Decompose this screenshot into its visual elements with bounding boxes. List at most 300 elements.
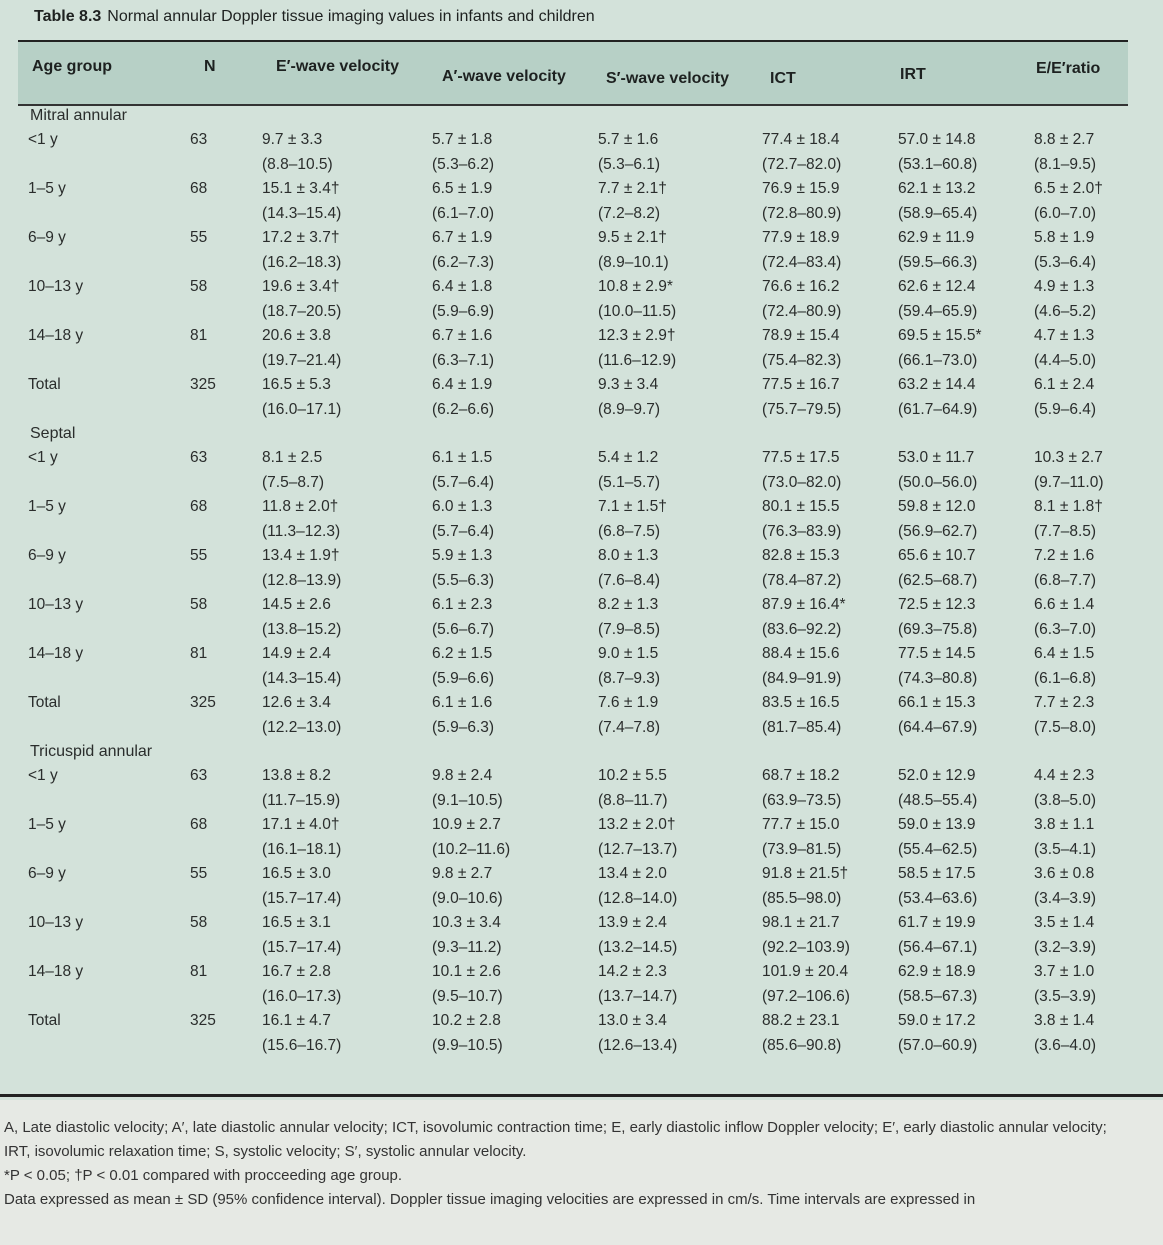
value-cell (1034, 960, 1138, 1009)
value-cell (762, 764, 898, 813)
mean-sd: 5.7 ± 1.8 (432, 131, 493, 148)
value-cell (1034, 862, 1138, 911)
value-cell (432, 593, 598, 642)
confidence-interval: (3.4–3.9) (1034, 889, 1097, 907)
mean-sd: 16.7 ± 2.8 (262, 963, 331, 980)
value-cell (762, 911, 898, 960)
value-cell (432, 813, 598, 862)
value-cell (898, 275, 1034, 324)
value-cell (262, 128, 432, 177)
value-cell (262, 911, 432, 960)
value-cell (432, 1009, 598, 1058)
table-row (18, 813, 1138, 862)
mean-sd: 12.6 ± 3.4 (262, 694, 331, 711)
column-header-e-e-prime-ratio: E/E′ratio (1036, 60, 1101, 77)
mean-sd: 83.5 ± 16.5 (762, 694, 840, 711)
mean-sd: 6.4 ± 1.9 (432, 376, 493, 393)
value-cell (898, 544, 1034, 593)
confidence-interval: (8.7–9.3) (598, 669, 661, 687)
confidence-interval: (7.5–8.7) (262, 473, 325, 491)
confidence-interval: (9.5–10.7) (432, 987, 503, 1005)
table-row (18, 495, 1138, 544)
value-cell (898, 128, 1034, 177)
mean-sd: 10.2 ± 2.8 (432, 1012, 501, 1029)
n-cell: 325 (190, 694, 216, 711)
confidence-interval: (53.4–63.6) (898, 889, 978, 907)
mean-sd: 8.8 ± 2.7 (1034, 131, 1095, 148)
mean-sd: 6.4 ± 1.8 (432, 278, 493, 295)
value-cell (762, 862, 898, 911)
value-cell (898, 177, 1034, 226)
confidence-interval: (9.3–11.2) (432, 938, 502, 956)
confidence-interval: (15.6–16.7) (262, 1036, 342, 1054)
value-cell (432, 544, 598, 593)
value-cell (598, 813, 762, 862)
mean-sd: 3.5 ± 1.4 (1034, 914, 1095, 931)
value-cell (1034, 226, 1138, 275)
mean-sd: 88.2 ± 23.1 (762, 1012, 840, 1029)
table-row (18, 862, 1138, 911)
n-cell: 81 (190, 327, 208, 344)
mean-sd: 10.3 ± 3.4 (432, 914, 501, 931)
column-header-n: N (204, 58, 216, 75)
confidence-interval: (3.5–3.9) (1034, 987, 1097, 1005)
value-cell (762, 1009, 898, 1058)
value-cell (1034, 324, 1138, 373)
value-cell (598, 862, 762, 911)
mean-sd: 11.8 ± 2.0† (262, 498, 339, 515)
confidence-interval: (56.9–62.7) (898, 522, 978, 540)
confidence-interval: (72.4–83.4) (762, 253, 842, 271)
confidence-interval: (84.9–91.9) (762, 669, 842, 687)
value-cell (762, 691, 898, 740)
n-cell: 58 (190, 278, 208, 295)
mean-sd: 15.1 ± 3.4† (262, 180, 340, 197)
value-cell (262, 960, 432, 1009)
mean-sd: 76.9 ± 15.9 (762, 180, 840, 197)
confidence-interval: (5.7–6.4) (432, 473, 495, 491)
confidence-interval: (19.7–21.4) (262, 351, 342, 369)
value-cell (762, 446, 898, 495)
table-row (18, 642, 1138, 691)
value-cell (432, 177, 598, 226)
mean-sd: 5.7 ± 1.6 (598, 131, 659, 148)
n-cell: 81 (190, 645, 208, 662)
footnote-units: Data expressed as mean ± SD (95% confidence interval). Doppler tissue imaging velocities are expressed in cm/s. Time intervals are expressed in (4, 1191, 976, 1208)
confidence-interval: (4.6–5.2) (1034, 302, 1097, 320)
value-cell (762, 275, 898, 324)
value-cell (1034, 911, 1138, 960)
value-cell (1034, 373, 1138, 422)
table-row (18, 275, 1138, 324)
age-group-cell: <1 y (28, 131, 58, 148)
confidence-interval: (16.2–18.3) (262, 253, 342, 271)
confidence-interval: (13.7–14.7) (598, 987, 678, 1005)
value-cell (598, 446, 762, 495)
mean-sd: 62.1 ± 13.2 (898, 180, 976, 197)
value-cell (762, 226, 898, 275)
confidence-interval: (5.3–6.2) (432, 155, 495, 173)
age-group-cell: 14–18 y (28, 963, 84, 980)
mean-sd: 13.0 ± 3.4 (598, 1012, 667, 1029)
value-cell (262, 177, 432, 226)
column-header-e-prime: E′-wave velocity (276, 58, 400, 75)
table-bottom-rule (0, 1094, 1163, 1097)
value-cell (432, 911, 598, 960)
mean-sd: 62.9 ± 11.9 (898, 229, 975, 246)
mean-sd: 68.7 ± 18.2 (762, 767, 840, 784)
table-caption (34, 8, 595, 26)
table-header (18, 40, 1128, 106)
column-header-s-prime: S′-wave velocity (606, 70, 730, 87)
mean-sd: 17.2 ± 3.7† (262, 229, 340, 246)
value-cell (432, 960, 598, 1009)
confidence-interval: (48.5–55.4) (898, 791, 978, 809)
confidence-interval: (8.1–9.5) (1034, 155, 1097, 173)
confidence-interval: (3.6–4.0) (1034, 1036, 1097, 1054)
value-cell (1034, 128, 1138, 177)
confidence-interval: (56.4–67.1) (898, 938, 978, 956)
value-cell (762, 324, 898, 373)
value-cell (432, 862, 598, 911)
table-row (18, 177, 1138, 226)
confidence-interval: (85.6–90.8) (762, 1036, 842, 1054)
mean-sd: 10.8 ± 2.9* (598, 278, 673, 295)
mean-sd: 63.2 ± 14.4 (898, 376, 976, 393)
mean-sd: 9.8 ± 2.4 (432, 767, 493, 784)
confidence-interval: (7.7–8.5) (1034, 522, 1097, 540)
n-cell: 63 (190, 767, 208, 784)
confidence-interval: (16.0–17.3) (262, 987, 342, 1005)
value-cell (432, 226, 598, 275)
confidence-interval: (8.9–9.7) (598, 400, 661, 418)
mean-sd: 3.6 ± 0.8 (1034, 865, 1095, 882)
confidence-interval: (61.7–64.9) (898, 400, 978, 418)
value-cell (898, 593, 1034, 642)
value-cell (1034, 642, 1138, 691)
confidence-interval: (73.0–82.0) (762, 473, 842, 491)
age-group-cell: Total (28, 1012, 61, 1029)
confidence-interval: (11.3–12.3) (262, 522, 341, 540)
mean-sd: 13.4 ± 2.0 (598, 865, 667, 882)
n-cell: 81 (190, 963, 208, 980)
confidence-interval: (78.4–87.2) (762, 571, 842, 589)
mean-sd: 16.5 ± 3.0 (262, 865, 331, 882)
age-group-cell: 1–5 y (28, 498, 66, 515)
confidence-interval: (7.2–8.2) (598, 204, 661, 222)
mean-sd: 6.0 ± 1.3 (432, 498, 493, 515)
confidence-interval: (97.2–106.6) (762, 987, 850, 1005)
n-cell: 58 (190, 914, 208, 931)
confidence-interval: (59.4–65.9) (898, 302, 978, 320)
mean-sd: 6.7 ± 1.6 (432, 327, 493, 344)
mean-sd: 6.1 ± 2.4 (1034, 376, 1095, 393)
value-cell (1034, 1009, 1138, 1058)
value-cell (598, 960, 762, 1009)
mean-sd: 19.6 ± 3.4† (262, 278, 340, 295)
value-cell (432, 128, 598, 177)
confidence-interval: (18.7–20.5) (262, 302, 342, 320)
table-row (18, 911, 1138, 960)
mean-sd: 6.1 ± 2.3 (432, 596, 493, 613)
confidence-interval: (15.7–17.4) (262, 889, 342, 907)
mean-sd: 13.4 ± 1.9† (262, 547, 340, 564)
mean-sd: 9.3 ± 3.4 (598, 376, 659, 393)
confidence-interval: (14.3–15.4) (262, 669, 342, 687)
value-cell (1034, 691, 1138, 740)
value-cell (598, 544, 762, 593)
confidence-interval: (83.6–92.2) (762, 620, 842, 638)
mean-sd: 69.5 ± 15.5* (898, 327, 982, 344)
value-cell (262, 275, 432, 324)
mean-sd: 9.5 ± 2.1† (598, 229, 667, 246)
mean-sd: 14.9 ± 2.4 (262, 645, 331, 662)
mean-sd: 8.0 ± 1.3 (598, 547, 659, 564)
mean-sd: 3.8 ± 1.4 (1034, 1012, 1095, 1029)
value-cell (262, 544, 432, 593)
n-cell: 68 (190, 498, 208, 515)
confidence-interval: (8.9–10.1) (598, 253, 669, 271)
confidence-interval: (10.2–11.6) (432, 840, 511, 858)
mean-sd: 66.1 ± 15.3 (898, 694, 976, 711)
confidence-interval: (6.8–7.5) (598, 522, 661, 540)
value-cell (1034, 544, 1138, 593)
value-cell (262, 324, 432, 373)
value-cell (598, 593, 762, 642)
mean-sd: 6.2 ± 1.5 (432, 645, 493, 662)
value-cell (898, 813, 1034, 862)
age-group-cell: 10–13 y (28, 278, 84, 295)
mean-sd: 77.5 ± 16.7 (762, 376, 840, 393)
confidence-interval: (7.5–8.0) (1034, 718, 1097, 736)
mean-sd: 98.1 ± 21.7 (762, 914, 840, 931)
mean-sd: 77.9 ± 18.9 (762, 229, 840, 246)
n-cell: 63 (190, 449, 208, 466)
value-cell (898, 642, 1034, 691)
n-cell: 55 (190, 547, 208, 564)
value-cell (898, 324, 1034, 373)
age-group-cell: <1 y (28, 767, 58, 784)
column-header-ict: ICT (770, 70, 796, 87)
table-body (18, 104, 1138, 1058)
mean-sd: 77.4 ± 18.4 (762, 131, 840, 148)
n-cell: 68 (190, 816, 208, 833)
mean-sd: 14.2 ± 2.3 (598, 963, 667, 980)
mean-sd: 6.1 ± 1.5 (432, 449, 493, 466)
confidence-interval: (7.9–8.5) (598, 620, 661, 638)
age-group-cell: 14–18 y (28, 645, 84, 662)
mean-sd: 57.0 ± 14.8 (898, 131, 976, 148)
confidence-interval: (6.1–6.8) (1034, 669, 1097, 687)
mean-sd: 5.9 ± 1.3 (432, 547, 493, 564)
mean-sd: 13.9 ± 2.4 (598, 914, 667, 931)
table-row (18, 226, 1138, 275)
confidence-interval: (9.0–10.6) (432, 889, 503, 907)
table-row (18, 128, 1138, 177)
confidence-interval: (64.4–67.9) (898, 718, 978, 736)
value-cell (762, 495, 898, 544)
value-cell (1034, 446, 1138, 495)
table-number: Table 8.3 (34, 8, 102, 25)
confidence-interval: (74.3–80.8) (898, 669, 978, 687)
n-cell: 63 (190, 131, 208, 148)
value-cell (598, 691, 762, 740)
value-cell (1034, 593, 1138, 642)
value-cell (762, 642, 898, 691)
table-row (18, 324, 1138, 373)
confidence-interval: (5.9–6.6) (432, 669, 495, 687)
value-cell (262, 691, 432, 740)
confidence-interval: (85.5–98.0) (762, 889, 842, 907)
value-cell (598, 764, 762, 813)
table-row (18, 373, 1138, 422)
mean-sd: 9.7 ± 3.3 (262, 131, 323, 148)
confidence-interval: (59.5–66.3) (898, 253, 978, 271)
mean-sd: 5.4 ± 1.2 (598, 449, 659, 466)
mean-sd: 91.8 ± 21.5† (762, 865, 849, 882)
mean-sd: 61.7 ± 19.9 (898, 914, 976, 931)
mean-sd: 9.8 ± 2.7 (432, 865, 493, 882)
confidence-interval: (5.1–5.7) (598, 473, 661, 491)
confidence-interval: (6.1–7.0) (432, 204, 495, 222)
mean-sd: 10.3 ± 2.7 (1034, 449, 1103, 466)
value-cell (762, 544, 898, 593)
table-row (18, 1009, 1138, 1058)
table-row (18, 691, 1138, 740)
mean-sd: 8.2 ± 1.3 (598, 596, 659, 613)
footnote-abbreviations: A, Late diastolic velocity; A′, late diastolic annular velocity; ICT, isovolumic contraction time; E, early diastolic inflow Doppler velocity; E′, early diastolic annular velocity; IRT, isovolumic relaxation time; S, systolic velocity; S′, systolic annular velocity. (4, 1119, 1107, 1160)
confidence-interval: (6.8–7.7) (1034, 571, 1097, 589)
mean-sd: 10.2 ± 5.5 (598, 767, 667, 784)
confidence-interval: (62.5–68.7) (898, 571, 978, 589)
mean-sd: 53.0 ± 11.7 (898, 449, 975, 466)
mean-sd: 7.7 ± 2.1† (598, 180, 667, 197)
value-cell (1034, 813, 1138, 862)
mean-sd: 101.9 ± 20.4 (762, 963, 849, 980)
age-group-cell: 6–9 y (28, 547, 66, 564)
confidence-interval: (14.3–15.4) (262, 204, 342, 222)
mean-sd: 7.1 ± 1.5† (598, 498, 667, 515)
value-cell (598, 911, 762, 960)
value-cell (762, 373, 898, 422)
n-cell: 58 (190, 596, 208, 613)
confidence-interval: (3.2–3.9) (1034, 938, 1097, 956)
n-cell: 325 (190, 1012, 216, 1029)
value-cell (432, 324, 598, 373)
confidence-interval: (12.2–13.0) (262, 718, 342, 736)
column-header-irt: IRT (900, 66, 926, 83)
value-cell (262, 593, 432, 642)
mean-sd: 10.9 ± 2.7 (432, 816, 501, 833)
age-group-cell: Total (28, 376, 61, 393)
mean-sd: 59.0 ± 17.2 (898, 1012, 976, 1029)
value-cell (262, 862, 432, 911)
section-label: Tricuspid annular (30, 743, 153, 760)
mean-sd: 77.5 ± 17.5 (762, 449, 840, 466)
mean-sd: 5.8 ± 1.9 (1034, 229, 1095, 246)
confidence-interval: (6.2–6.6) (432, 400, 495, 418)
mean-sd: 17.1 ± 4.0† (262, 816, 340, 833)
confidence-interval: (4.4–5.0) (1034, 351, 1097, 369)
mean-sd: 16.5 ± 3.1 (262, 914, 331, 931)
mean-sd: 6.7 ± 1.9 (432, 229, 493, 246)
value-cell (598, 324, 762, 373)
value-cell (262, 495, 432, 544)
confidence-interval: (11.7–15.9) (262, 791, 341, 809)
value-cell (432, 642, 598, 691)
value-cell (762, 177, 898, 226)
value-cell (1034, 764, 1138, 813)
mean-sd: 87.9 ± 16.4* (762, 596, 846, 613)
table-row (18, 544, 1138, 593)
mean-sd: 14.5 ± 2.6 (262, 596, 331, 613)
mean-sd: 65.6 ± 10.7 (898, 547, 976, 564)
confidence-interval: (5.9–6.9) (432, 302, 495, 320)
confidence-interval: (81.7–85.4) (762, 718, 842, 736)
footnotes (4, 1116, 1124, 1212)
confidence-interval: (58.5–67.3) (898, 987, 978, 1005)
confidence-interval: (16.0–17.1) (262, 400, 342, 418)
confidence-interval: (5.5–6.3) (432, 571, 495, 589)
confidence-interval: (72.4–80.9) (762, 302, 842, 320)
confidence-interval: (5.3–6.1) (598, 155, 661, 173)
age-group-cell: 10–13 y (28, 596, 84, 613)
mean-sd: 78.9 ± 15.4 (762, 327, 840, 344)
confidence-interval: (5.9–6.4) (1034, 400, 1097, 418)
confidence-interval: (75.4–82.3) (762, 351, 842, 369)
value-cell (598, 226, 762, 275)
value-cell (762, 813, 898, 862)
age-group-cell: 14–18 y (28, 327, 84, 344)
age-group-cell: Total (28, 694, 61, 711)
confidence-interval: (57.0–60.9) (898, 1036, 978, 1054)
table-title: Normal annular Doppler tissue imaging values in infants and children (107, 8, 595, 25)
mean-sd: 77.5 ± 14.5 (898, 645, 976, 662)
confidence-interval: (12.8–14.0) (598, 889, 678, 907)
value-cell (262, 446, 432, 495)
age-group-cell: 6–9 y (28, 865, 66, 882)
confidence-interval: (69.3–75.8) (898, 620, 978, 638)
value-cell (898, 446, 1034, 495)
n-cell: 55 (190, 865, 208, 882)
value-cell (262, 642, 432, 691)
value-cell (898, 764, 1034, 813)
confidence-interval: (73.9–81.5) (762, 840, 842, 858)
mean-sd: 72.5 ± 12.3 (898, 596, 976, 613)
confidence-interval: (92.2–103.9) (762, 938, 850, 956)
confidence-interval: (12.8–13.9) (262, 571, 342, 589)
value-cell (262, 764, 432, 813)
value-cell (762, 128, 898, 177)
confidence-interval: (55.4–62.5) (898, 840, 978, 858)
value-cell (598, 495, 762, 544)
confidence-interval: (58.9–65.4) (898, 204, 978, 222)
value-cell (262, 813, 432, 862)
mean-sd: 3.8 ± 1.1 (1034, 816, 1095, 833)
table-row (18, 446, 1138, 495)
table-row (18, 960, 1138, 1009)
mean-sd: 20.6 ± 3.8 (262, 327, 331, 344)
confidence-interval: (16.1–18.1) (262, 840, 342, 858)
confidence-interval: (5.9–6.3) (432, 718, 495, 736)
value-cell (432, 764, 598, 813)
confidence-interval: (6.3–7.1) (432, 351, 495, 369)
value-cell (598, 1009, 762, 1058)
mean-sd: 12.3 ± 2.9† (598, 327, 676, 344)
value-cell (598, 275, 762, 324)
confidence-interval: (3.5–4.1) (1034, 840, 1097, 858)
value-cell (762, 960, 898, 1009)
